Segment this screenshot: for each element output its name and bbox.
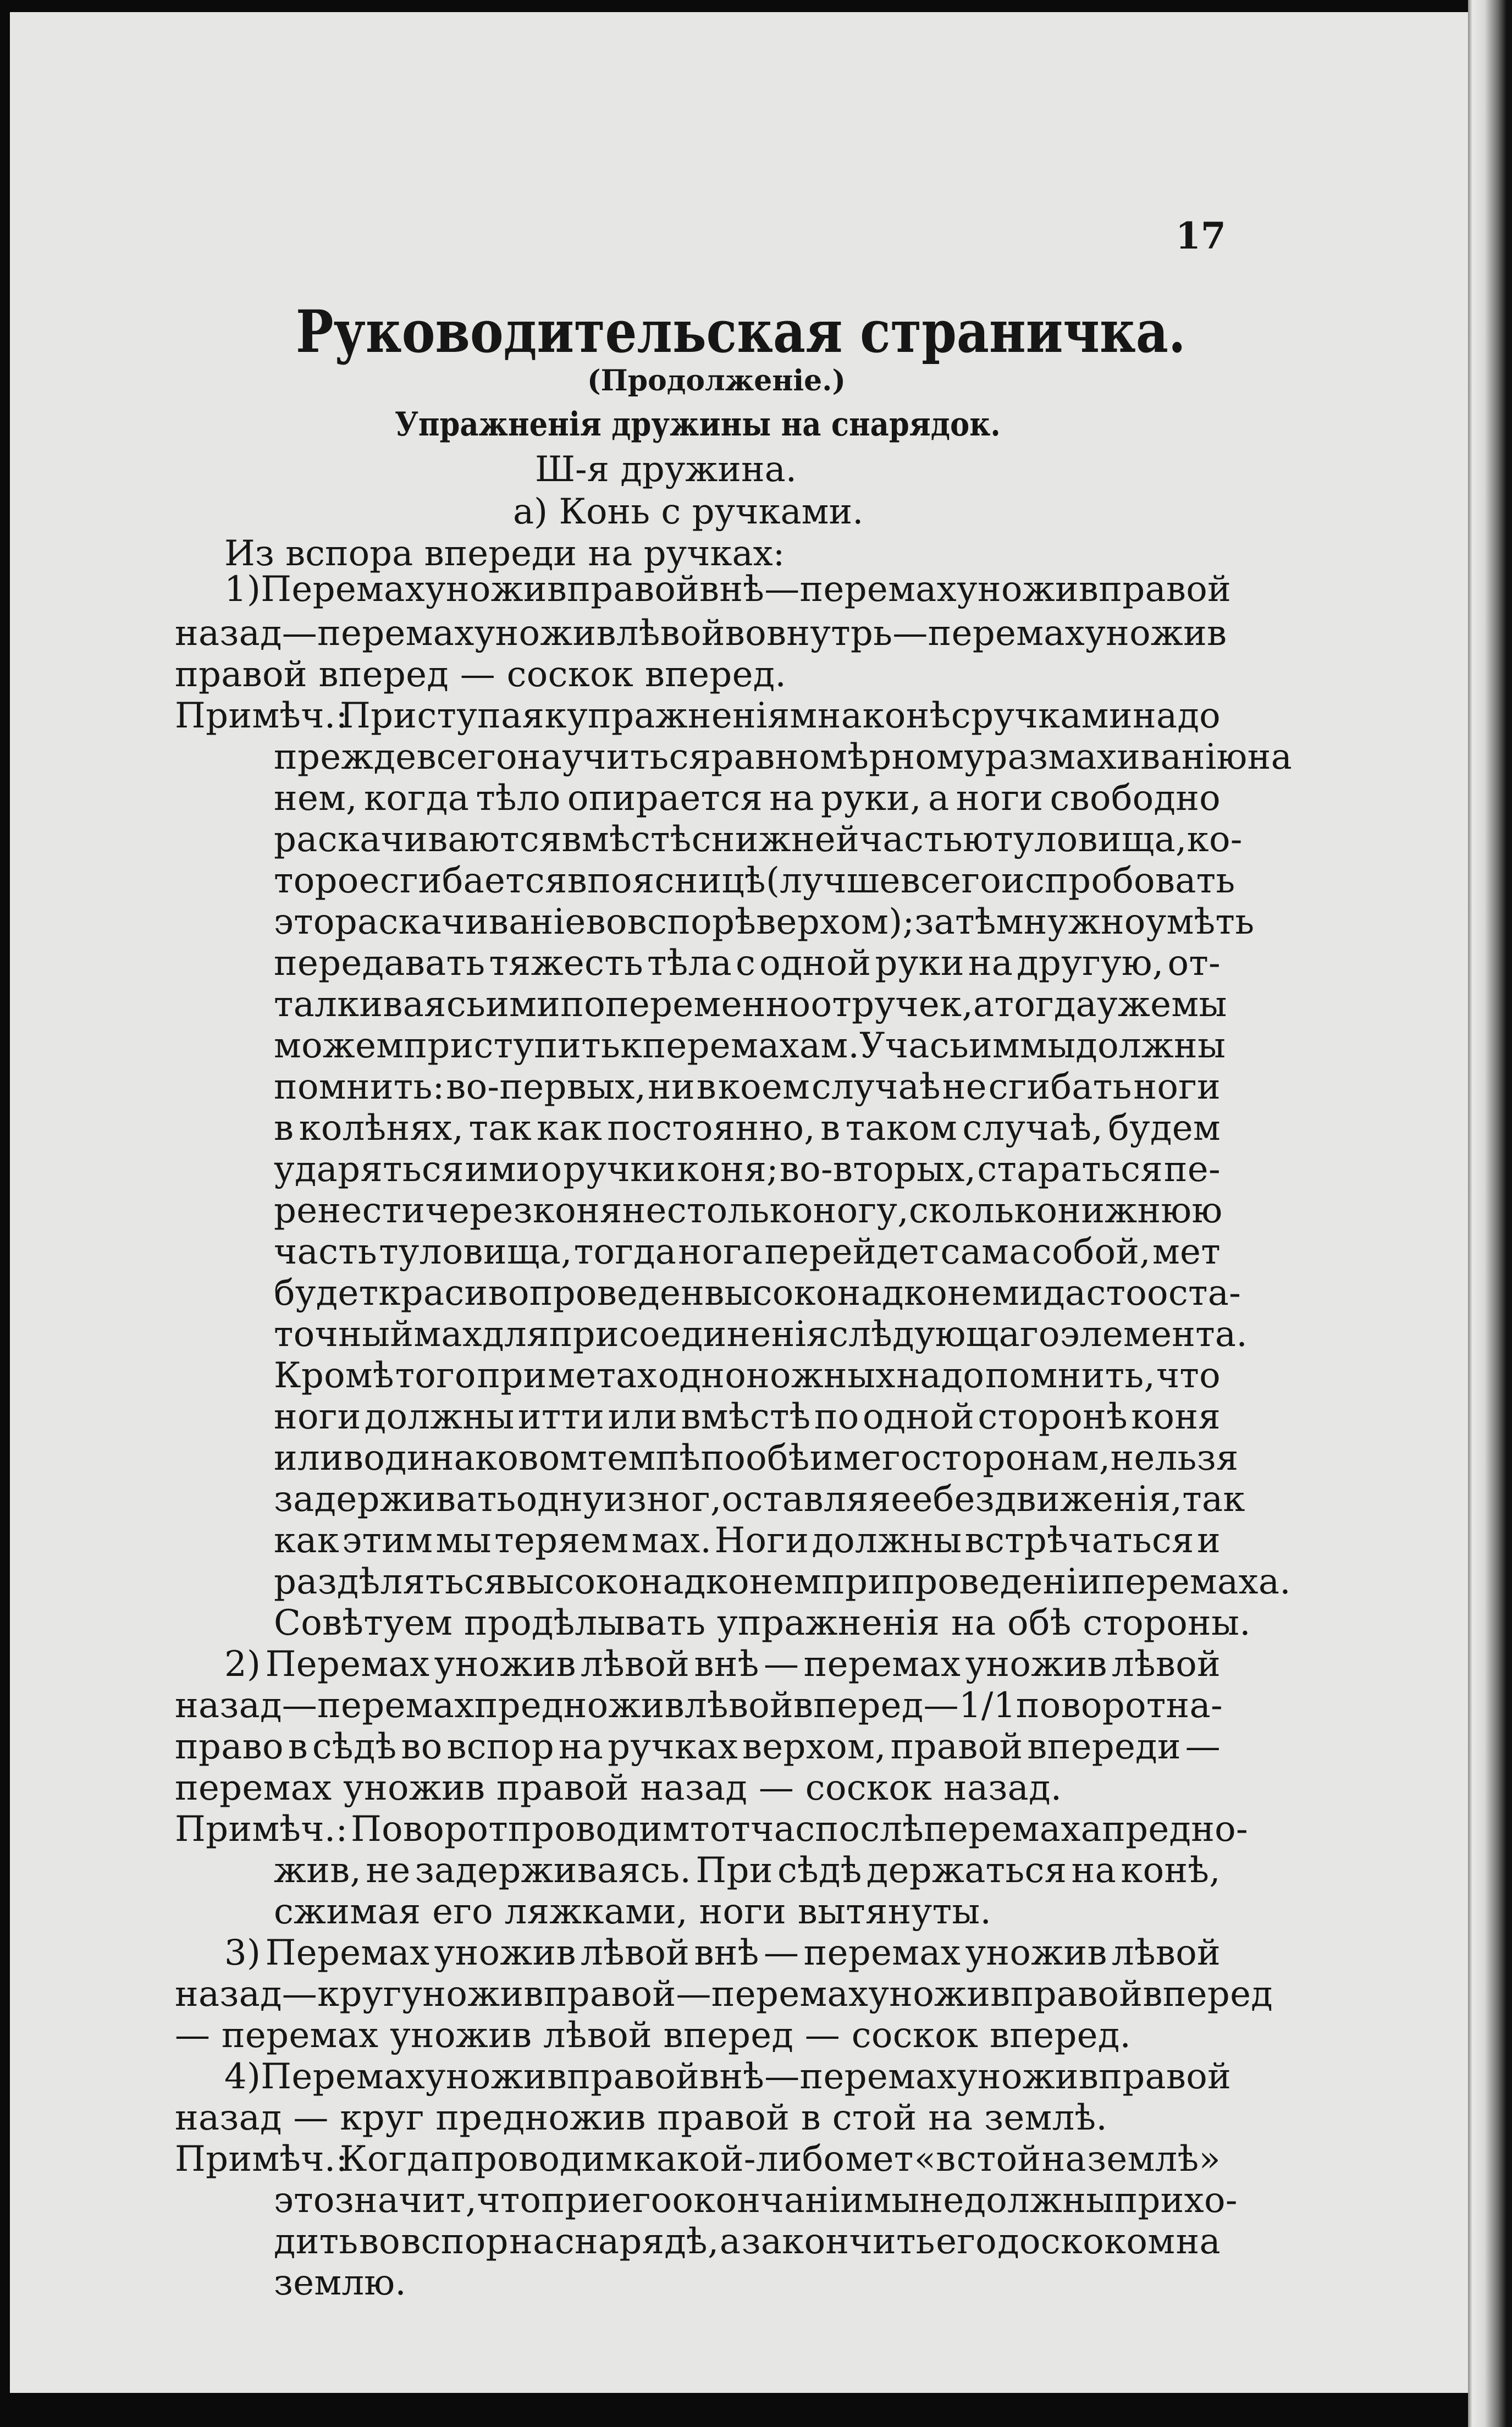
exercise-2-line: право в сѣдѣ во вспор на ручках верхом, правой впереди — bbox=[175, 1727, 1221, 1767]
note-3-label: Примѣч.: bbox=[175, 2139, 348, 2180]
note-1-line: нем, когда тѣло опирается на руки, а ноги свободно bbox=[274, 778, 1221, 819]
exercise-1-line: назад — перемах уножив лѣвой вовнутрь — перемах уножив bbox=[175, 613, 1227, 654]
note-1-line: Совѣтуем продѣлывать упражненія на обѣ стороны. bbox=[274, 1603, 1251, 1643]
note-1-line: часть туловища, тогда нога перейдет сама собой, мет bbox=[274, 1232, 1221, 1272]
note-1-line: раскачиваются вмѣстѣ с нижней частью туловища, ко- bbox=[274, 819, 1243, 860]
note-1-line: Приступая к упражненіям на конѣ с ручками надо bbox=[340, 696, 1221, 736]
group-heading: Ш-я дружина. bbox=[535, 449, 797, 490]
note-1-line: или в одинаковом темпѣ по обѣим его сторонам, нельзя bbox=[274, 1438, 1239, 1479]
book-page bbox=[10, 12, 1468, 2393]
note-1-line: торое сгибается в поясницѣ (лучше всего испробовать bbox=[274, 861, 1235, 901]
note-2-line: сжимая его ляжками, ноги вытянуты. bbox=[274, 1891, 992, 1932]
note-3-line: это значит, что при его окончаніи мы не должны прихо- bbox=[274, 2180, 1238, 2221]
exercise-4-line: 4) Перемах уножив правой внѣ — перемах уножив правой bbox=[224, 2056, 1232, 2097]
note-1-line: это раскачиваніе во вспорѣ верхом); затѣм нужно умѣть bbox=[274, 902, 1255, 942]
note-1-line: задерживать одну из ног, оставляя ее без движенія, так bbox=[274, 1479, 1245, 1520]
note-1-line: помнить: во-первых, ни в коем случаѣ не сгибать ноги bbox=[274, 1067, 1221, 1107]
note-1-line: ноги должны итти или вмѣстѣ по одной сторонѣ коня bbox=[274, 1397, 1221, 1437]
note-1-line: точный мах для присоединенія слѣдующаго элемента. bbox=[274, 1314, 1248, 1355]
book-spine-edge bbox=[1468, 0, 1512, 2427]
exercise-2-line: перемах уножив правой назад — соскок назад. bbox=[175, 1768, 1062, 1808]
exercise-1-line: 1) Перемах уножив правой внѣ — перемах уножив правой bbox=[224, 569, 1232, 610]
note-3-line: Когда проводим какой-либо мет «в стой на землѣ» bbox=[340, 2139, 1221, 2180]
section-subtitle: Упражненія дружины на снарядок. bbox=[395, 405, 1001, 444]
apparatus-heading: а) Конь с ручками. bbox=[513, 492, 864, 532]
note-1-label: Примѣч.: bbox=[175, 696, 348, 736]
intro-line: Из вспора впереди на ручках: bbox=[224, 533, 785, 574]
note-1-line: как этим мы теряем мах. Ноги должны встрѣчаться и bbox=[274, 1520, 1221, 1561]
note-1-line: передавать тяжесть тѣла с одной руки на другую, от- bbox=[274, 943, 1221, 984]
exercise-3-line: 3) Перемах уножив лѣвой внѣ — перемах уножив лѣвой bbox=[224, 1933, 1221, 1973]
exercise-2-line: назад — перемах предножив лѣвой вперед — 1/1 поворот на- bbox=[175, 1685, 1223, 1726]
note-2-line: жив, не задерживаясь. При сѣдѣ держаться на конѣ, bbox=[274, 1850, 1221, 1891]
note-1-line: ударяться ими о ручки коня; во-вторых, стараться пе- bbox=[274, 1149, 1221, 1190]
note-3-line: землю. bbox=[274, 2263, 407, 2303]
note-1-line: талкиваясь ими попеременно от ручек, а тогда уже мы bbox=[274, 984, 1227, 1025]
continued-note: (Продолженіе.) bbox=[587, 364, 846, 398]
note-1-line: можем приступить к перемахам. Учась им мы должны bbox=[274, 1025, 1226, 1066]
note-3-line: дить во вспор на снарядѣ, а закончить его доскоком на bbox=[274, 2221, 1221, 2262]
note-1-line: Кромѣ того при метах одноножных надо помнить, что bbox=[274, 1355, 1221, 1396]
note-2-label: Примѣч.: bbox=[175, 1809, 348, 1850]
exercise-3-line: назад — круг уножив правой — перемах уножив правой вперед bbox=[175, 1974, 1273, 2015]
page-title: Руководительская страничка. bbox=[296, 297, 1186, 366]
exercise-3-line: — перемах уножив лѣвой вперед — соскок вперед. bbox=[175, 2015, 1132, 2056]
note-1-line: прежде всего научиться равномѣрному размахиванію на bbox=[274, 737, 1293, 777]
note-2-line: Поворот проводим тотчас послѣ перемаха предно- bbox=[351, 1809, 1248, 1850]
note-1-line: раздѣляться высоко над конем при проведеніи перемаха. bbox=[274, 1562, 1291, 1602]
note-1-line: будет красиво проведен высоко над конем и даст ооста- bbox=[274, 1273, 1241, 1314]
exercise-2-line: 2) Перемах уножив лѣвой внѣ — перемах уножив лѣвой bbox=[224, 1644, 1221, 1685]
note-1-line: ренести через коня не столько ногу, сколько нижнюю bbox=[274, 1190, 1223, 1231]
exercise-1-line: правой вперед — соскок вперед. bbox=[175, 654, 787, 695]
page-number: 17 bbox=[1176, 214, 1226, 257]
exercise-4-line: назад — круг предножив правой в стой на землѣ. bbox=[175, 2098, 1108, 2138]
note-1-line: в колѣнях, так как постоянно, в таком случаѣ, будем bbox=[274, 1108, 1221, 1149]
